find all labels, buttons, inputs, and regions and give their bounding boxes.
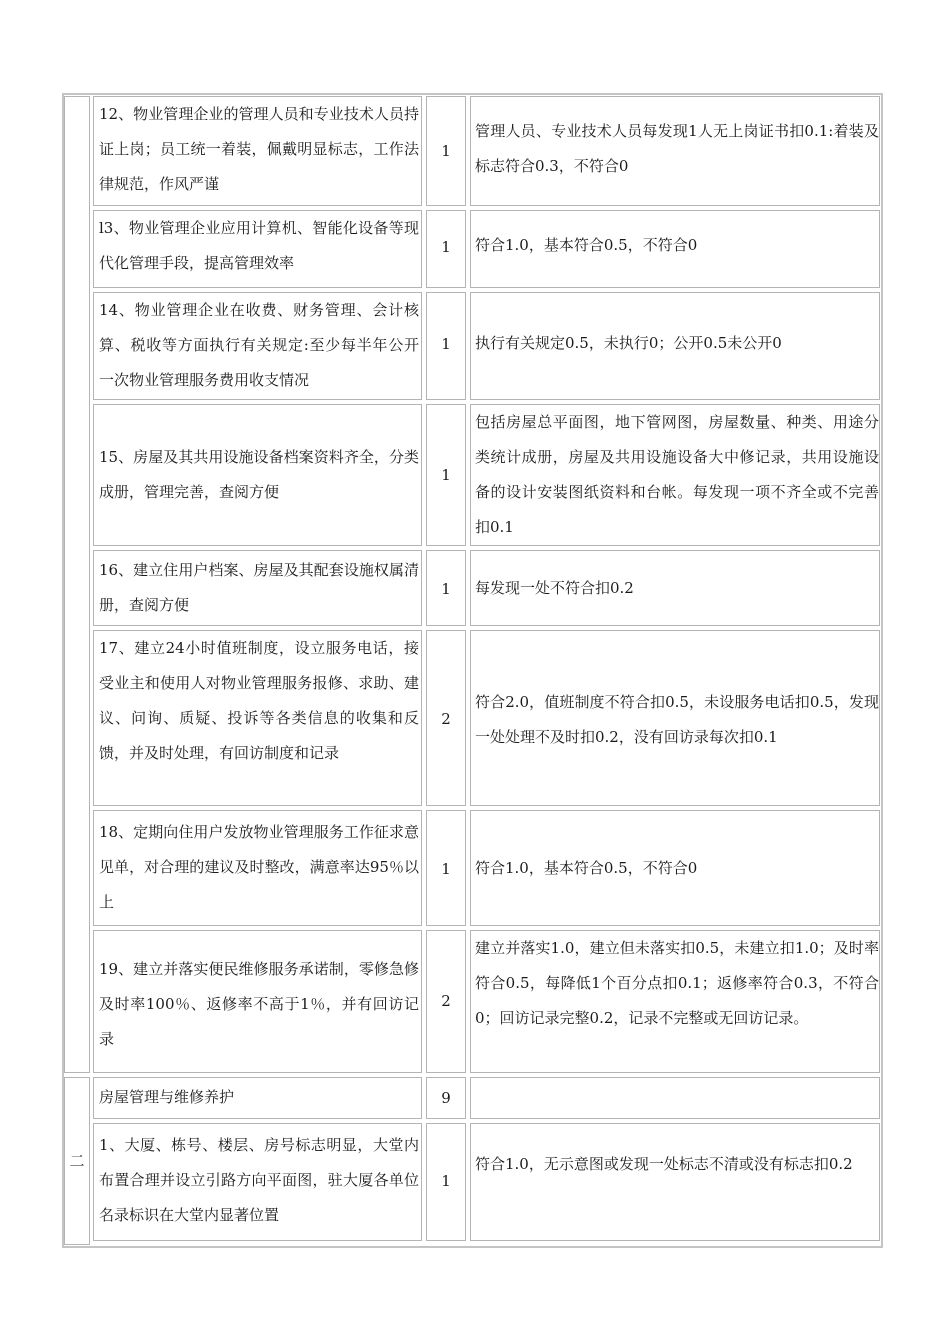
table-row-16-score (426, 550, 466, 626)
table-row-19-item (93, 930, 422, 1073)
criteria-text: 符合1.0，基本符合0.5，不符合0 (475, 859, 698, 877)
item-text: 18、定期向住用户发放物业管理服务工作征求意见单，对合理的建议及时整改，满意率达95％以上 (99, 823, 419, 911)
table-row-18-criteria (470, 810, 880, 926)
table-row-17-score (426, 630, 466, 806)
table-row-s2-1-score (426, 1123, 466, 1241)
table-row-18-score (426, 810, 466, 926)
criteria-text: 符合2.0，值班制度不符合扣0.5，未设服务电话扣0.5，发现一处处理不及时扣0.2，没有回访录每次扣0.1 (475, 693, 879, 746)
score-text: 1 (441, 142, 451, 160)
table-row-14-criteria (470, 292, 880, 400)
section-score-cell (426, 1077, 466, 1119)
section-criteria-cell (470, 1077, 880, 1119)
section-two-seq-cell (64, 1077, 90, 1245)
criteria-text: 每发现一处不符合扣0.2 (475, 579, 634, 597)
score-text: 2 (441, 992, 451, 1010)
criteria-text: 符合1.0，基本符合0.5，不符合0 (475, 236, 698, 254)
section-one-seq-cell (64, 96, 90, 1073)
table-row-15-item (93, 404, 422, 546)
table-row-17-item (93, 630, 422, 806)
section-title: 房屋管理与维修养护 (99, 1088, 235, 1106)
table-row-15-criteria (470, 404, 880, 546)
section-number: 二 (69, 1152, 85, 1170)
item-text: l3、物业管理企业应用计算机、智能化设备等现代化管理手段，提高管理效率 (99, 219, 419, 272)
table-row-12-score (426, 96, 466, 206)
score-text: 1 (441, 860, 451, 878)
table-row-18-item (93, 810, 422, 926)
table-row-s2-1-criteria (470, 1123, 880, 1241)
item-text: 1、大厦、栋号、楼层、房号标志明显，大堂内布置合理并设立引路方向平面图，驻大厦各单位名录标识在大堂内显著位置 (99, 1136, 419, 1224)
criteria-text: 包括房屋总平面图，地下管网图，房屋数量、种类、用途分类统计成册，房屋及共用设施设备大中修记录，共用设施设备的设计安装图纸资料和台帐。每发现一项不齐全或不完善扣0.1 (475, 413, 879, 536)
table-row-17-criteria (470, 630, 880, 806)
item-text: 14、物业管理企业在收费、财务管理、会计核算、税收等方面执行有关规定:至少每半年公开一次物业管理服务费用收支情况 (99, 301, 419, 389)
criteria-text: 符合1.0，无示意图或发现一处标志不清或没有标志扣0.2 (475, 1155, 853, 1173)
table-row-15-score (426, 404, 466, 546)
criteria-text: 管理人员、专业技术人员每发现1人无上岗证书扣0.1:着装及标志符合0.3，不符合0 (475, 122, 879, 175)
table-row-14-score (426, 292, 466, 400)
item-text: 12、物业管理企业的管理人员和专业技术人员持证上岗；员工统一着装，佩戴明显标志，工作法律规范，作风严谨 (99, 105, 419, 193)
score-text: 1 (441, 466, 451, 484)
table-row-16-item (93, 550, 422, 626)
score-text: 1 (441, 1172, 451, 1190)
score-text: 1 (441, 335, 451, 353)
section-title-cell (93, 1077, 422, 1119)
item-text: 17、建立24小时值班制度，设立服务电话，接受业主和使用人对物业管理服务报修、求助、建议、问询、质疑、投诉等各类信息的收集和反馈，并及时处理，有回访制度和记录 (99, 639, 419, 762)
table-row-19-criteria (470, 930, 880, 1073)
section-score: 9 (441, 1089, 451, 1107)
table-row-13-criteria (470, 210, 880, 288)
table-row-16-criteria (470, 550, 880, 626)
table-row-19-score (426, 930, 466, 1073)
score-text: 2 (441, 710, 451, 728)
item-text: 16、建立住用户档案、房屋及其配套设施权属清册，查阅方便 (99, 561, 419, 614)
score-text: 1 (441, 580, 451, 598)
table-row-12-item (93, 96, 422, 206)
table-row-s2-1-item (93, 1123, 422, 1241)
criteria-text: 建立并落实1.0，建立但未落实扣0.5，未建立扣1.0；及时率符合0.5，每降低1个百分点扣0.1；返修率符合0.3，不符合0；回访记录完整0.2，记录不完整或无回访记录。 (475, 939, 879, 1027)
criteria-text: 执行有关规定0.5，未执行0；公开0.5未公开0 (475, 334, 782, 352)
item-text: 19、建立并落实便民维修服务承诺制，零修急修及时率100％、返修率不高于1％，并有回访记录 (99, 960, 419, 1048)
item-text: 15、房屋及其共用设施设备档案资料齐全，分类成册，管理完善，查阅方便 (99, 448, 419, 501)
table-row-14-item (93, 292, 422, 400)
score-text: 1 (441, 238, 451, 256)
table-row-13-item (93, 210, 422, 288)
table-row-12-criteria (470, 96, 880, 206)
table-row-13-score (426, 210, 466, 288)
